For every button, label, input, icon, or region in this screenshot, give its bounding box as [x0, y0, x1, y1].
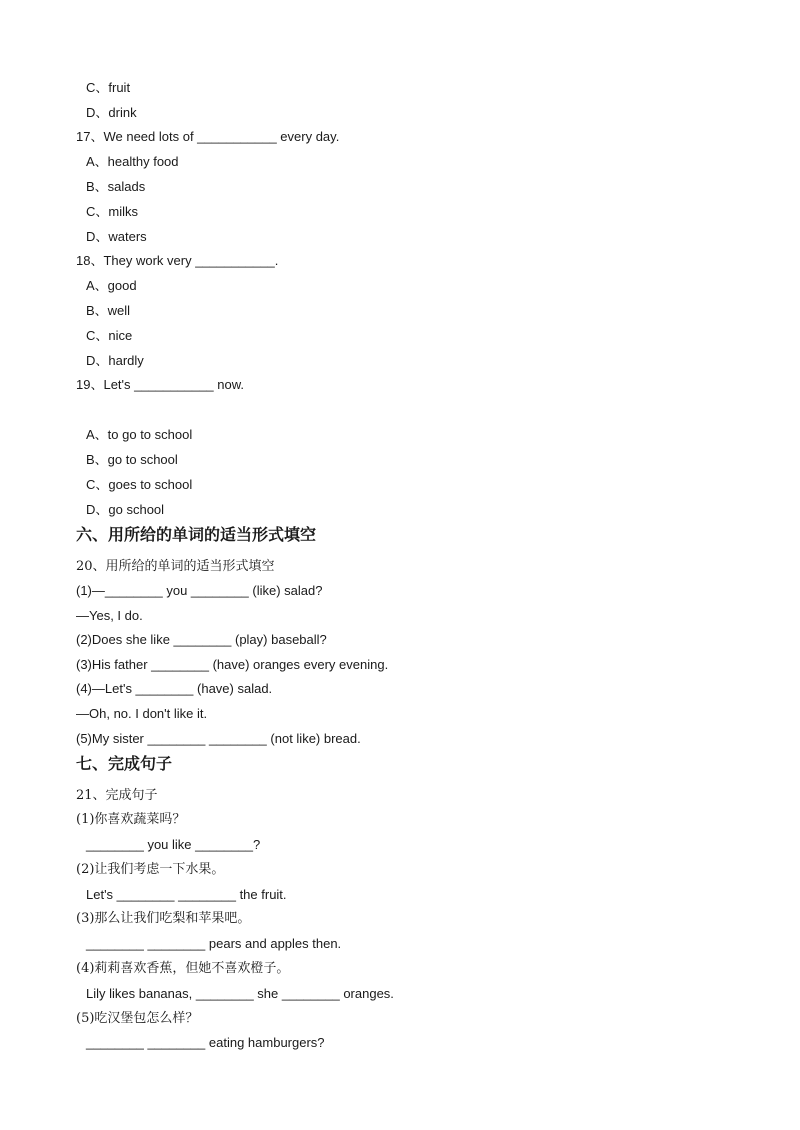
q18-option-d: D、hardly	[86, 353, 144, 368]
q19-option-a: A、to go to school	[86, 427, 193, 442]
q17-option-a: A、healthy food	[86, 154, 179, 169]
q16-option-d: D、drink	[86, 105, 137, 120]
q20-line-3: (2)Does she like ________ (play) baseball?	[76, 632, 327, 647]
q21-item-4-answer: Lily likes bananas, ________ she ________ oranges.	[86, 986, 394, 1001]
q17-option-c: C、milks	[86, 204, 138, 219]
q19-option-c: C、goes to school	[86, 477, 193, 492]
q20-line-6: —Oh, no. I don't like it.	[76, 706, 208, 721]
q19-option-d: D、go school	[86, 502, 165, 517]
q20-line-2: —Yes, I do.	[76, 608, 143, 623]
q18-stem: 18、They work very ___________.	[76, 253, 279, 268]
q21-item-3-prompt: (3)那么让我们吃梨和苹果吧。	[76, 911, 251, 926]
q19-stem: 19、Let's ___________ now.	[76, 377, 245, 392]
q21-item-2-answer: Let's ________ ________ the fruit.	[86, 887, 287, 902]
q21-item-3-answer: ________ ________ pears and apples then.	[86, 936, 342, 951]
q17-option-d: D、waters	[86, 229, 147, 244]
q21-item-4-prompt: (4)莉莉喜欢香蕉，但她不喜欢橙子。	[76, 961, 290, 976]
q18-option-c: C、nice	[86, 328, 133, 343]
q19-option-b: B、go to school	[86, 452, 178, 467]
q17-option-b: B、salads	[86, 179, 146, 194]
q20-line-7: (5)My sister ________ ________ (not like) bread.	[76, 731, 361, 746]
section-7-heading: 七、完成句子	[76, 754, 173, 773]
section-6-heading: 六、用所给的单词的适当形式填空	[76, 525, 317, 544]
q20-line-1: (1)—________ you ________ (like) salad?	[76, 583, 323, 598]
q20-line-5: (4)—Let's ________ (have) salad.	[76, 681, 273, 696]
q21-item-2-prompt: (2)让我们考虑一下水果。	[76, 862, 225, 877]
q20-stem: 20、用所给的单词的适当形式填空	[76, 559, 275, 574]
q16-option-c: C、fruit	[86, 80, 131, 95]
q21-item-1-answer: ________ you like ________?	[86, 837, 261, 852]
q18-option-a: A、good	[86, 278, 137, 293]
q18-option-b: B、well	[86, 303, 131, 318]
q21-item-1-prompt: (1)你喜欢蔬菜吗？	[76, 812, 186, 827]
q21-item-5-answer: ________ ________ eating hamburgers?	[86, 1035, 325, 1050]
q21-item-5-prompt: (5)吃汉堡包怎么样？	[76, 1011, 199, 1026]
q20-line-4: (3)His father ________ (have) oranges every evening.	[76, 657, 389, 672]
q17-stem: 17、We need lots of ___________ every day.	[76, 129, 340, 144]
q21-stem: 21、完成句子	[76, 788, 158, 803]
